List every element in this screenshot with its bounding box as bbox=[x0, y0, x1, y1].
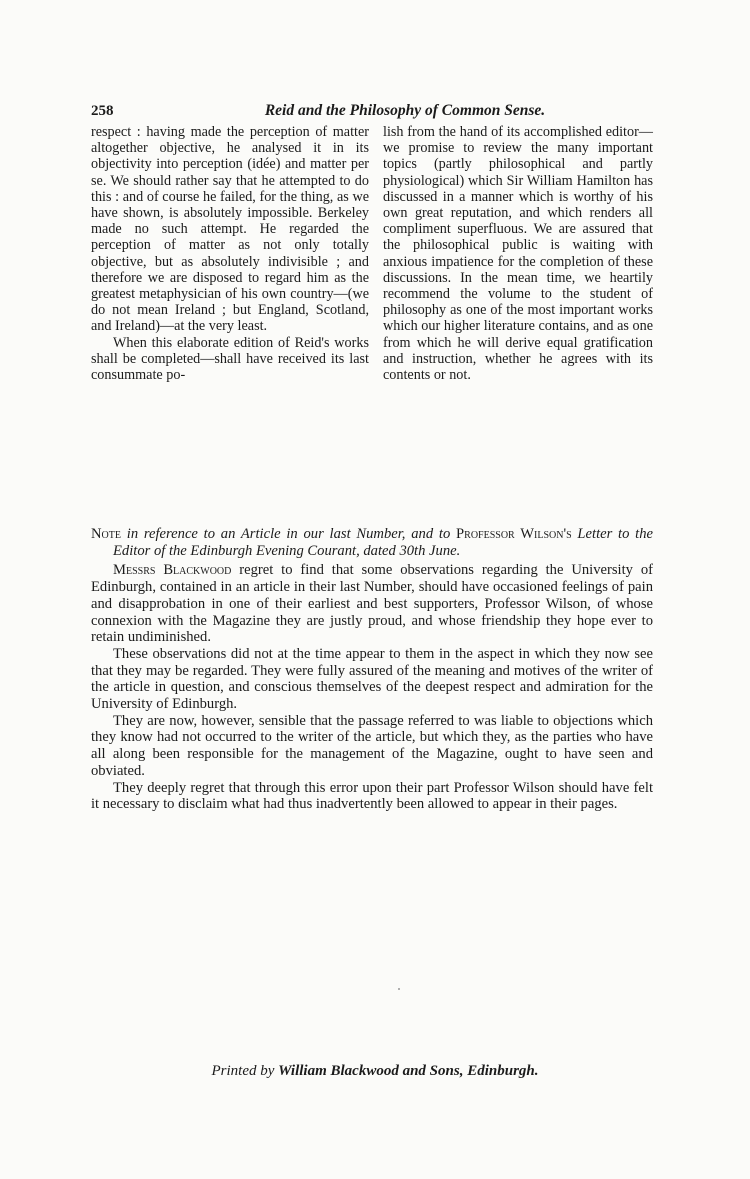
note-paragraph-3: They are now, however, sensible that the passage referred to was liable to objections which they know had not occurred to the writer of the article, but which they, as the parties who have all along been responsible for the management of the Magazine, ought to have seen and obviated. bbox=[91, 712, 653, 779]
note-paragraph-4: They deeply regret that through this error upon their part Professor Wilson should have felt it necessary to disclaim what had thus inadvertently been allowed to appear in their pages. bbox=[91, 779, 653, 813]
imprint-printed-by: Printed by bbox=[211, 1063, 275, 1079]
right-column-paragraph: lish from the hand of its accomplished editor—we promise to review the many important topics (partly philosophical and partly physiological) which Sir William Hamilton has discussed in a manner which is worthy of his own great reputation, and which renders all compliment superfluous. We are assured that the philosophical public is waiting with anxious impatience for the completion of these discussions. In the mean time, we heartily recommend the volume to the student of philosophy as one of the most important works which our higher literature contains, and as one from which he will derive equal gratification and instruction, whether he agrees with its contents or not. bbox=[383, 124, 653, 384]
right-column bbox=[383, 124, 653, 383]
note-paragraph-2: These observations did not at the time appear to them in the aspect in which they now see that they may be regarded. They were fully assured of the meaning and motives of the writer of the article in question, and conscious themselves of the deepest respect and admiration for the University of Edinburgh. bbox=[91, 645, 653, 713]
note-label: Note bbox=[91, 526, 121, 542]
note-publishers: Messrs Blackwood bbox=[113, 562, 232, 579]
imprint-printer: William Blackwood and Sons, Edinburgh. bbox=[278, 1063, 539, 1079]
left-column-paragraph-1: respect : having made the perception of matter altogether objective, he analysed it in its objectivity into perception (idée) and matter per se. We should rather say that he attempted to do this : and of course he failed, for the thing, as we have shown, is absolutely impossible. Berkeley made no such attempt. He regarded the perception of matter as not only totally objective, but as absolutely indivisible ; and therefore we are disposed to regard him as the greatest metaphysician of his own country—(we do not mean Ireland ; but England, Scotland, and Ireland)—at the very least. bbox=[91, 124, 369, 335]
note-heading-part1: in reference to an Article in our last Number, and to bbox=[126, 526, 451, 542]
left-column bbox=[91, 124, 369, 383]
note-professor: Professor Wilson's bbox=[456, 526, 572, 542]
note-heading-part2: Letter to the Editor of the Edinburgh Evening Courant, dated 30th June. bbox=[113, 526, 654, 559]
page-number: 258 bbox=[91, 103, 114, 119]
left-column-paragraph-2: When this elaborate edition of Reid's works shall be completed—shall have received its last consummate po- bbox=[91, 334, 369, 384]
imprint bbox=[100, 1063, 650, 1080]
note-paragraph-1-text: regret to find that some observations regarding the University of Edinburgh, contained in an article in their last Number, should have occasioned feelings of pain and disapprobation in one of their earliest and best supporters, Professor Wilson, of whose connexion with the Magazine they are justly proud, and whose friendship they hope ever to retain undiminished. bbox=[91, 562, 653, 646]
editorial-note bbox=[91, 526, 653, 813]
speck bbox=[398, 988, 400, 990]
running-title: Reid and the Philosophy of Common Sense. bbox=[264, 102, 546, 119]
note-heading bbox=[91, 526, 653, 559]
note-paragraph-1 bbox=[91, 562, 653, 646]
